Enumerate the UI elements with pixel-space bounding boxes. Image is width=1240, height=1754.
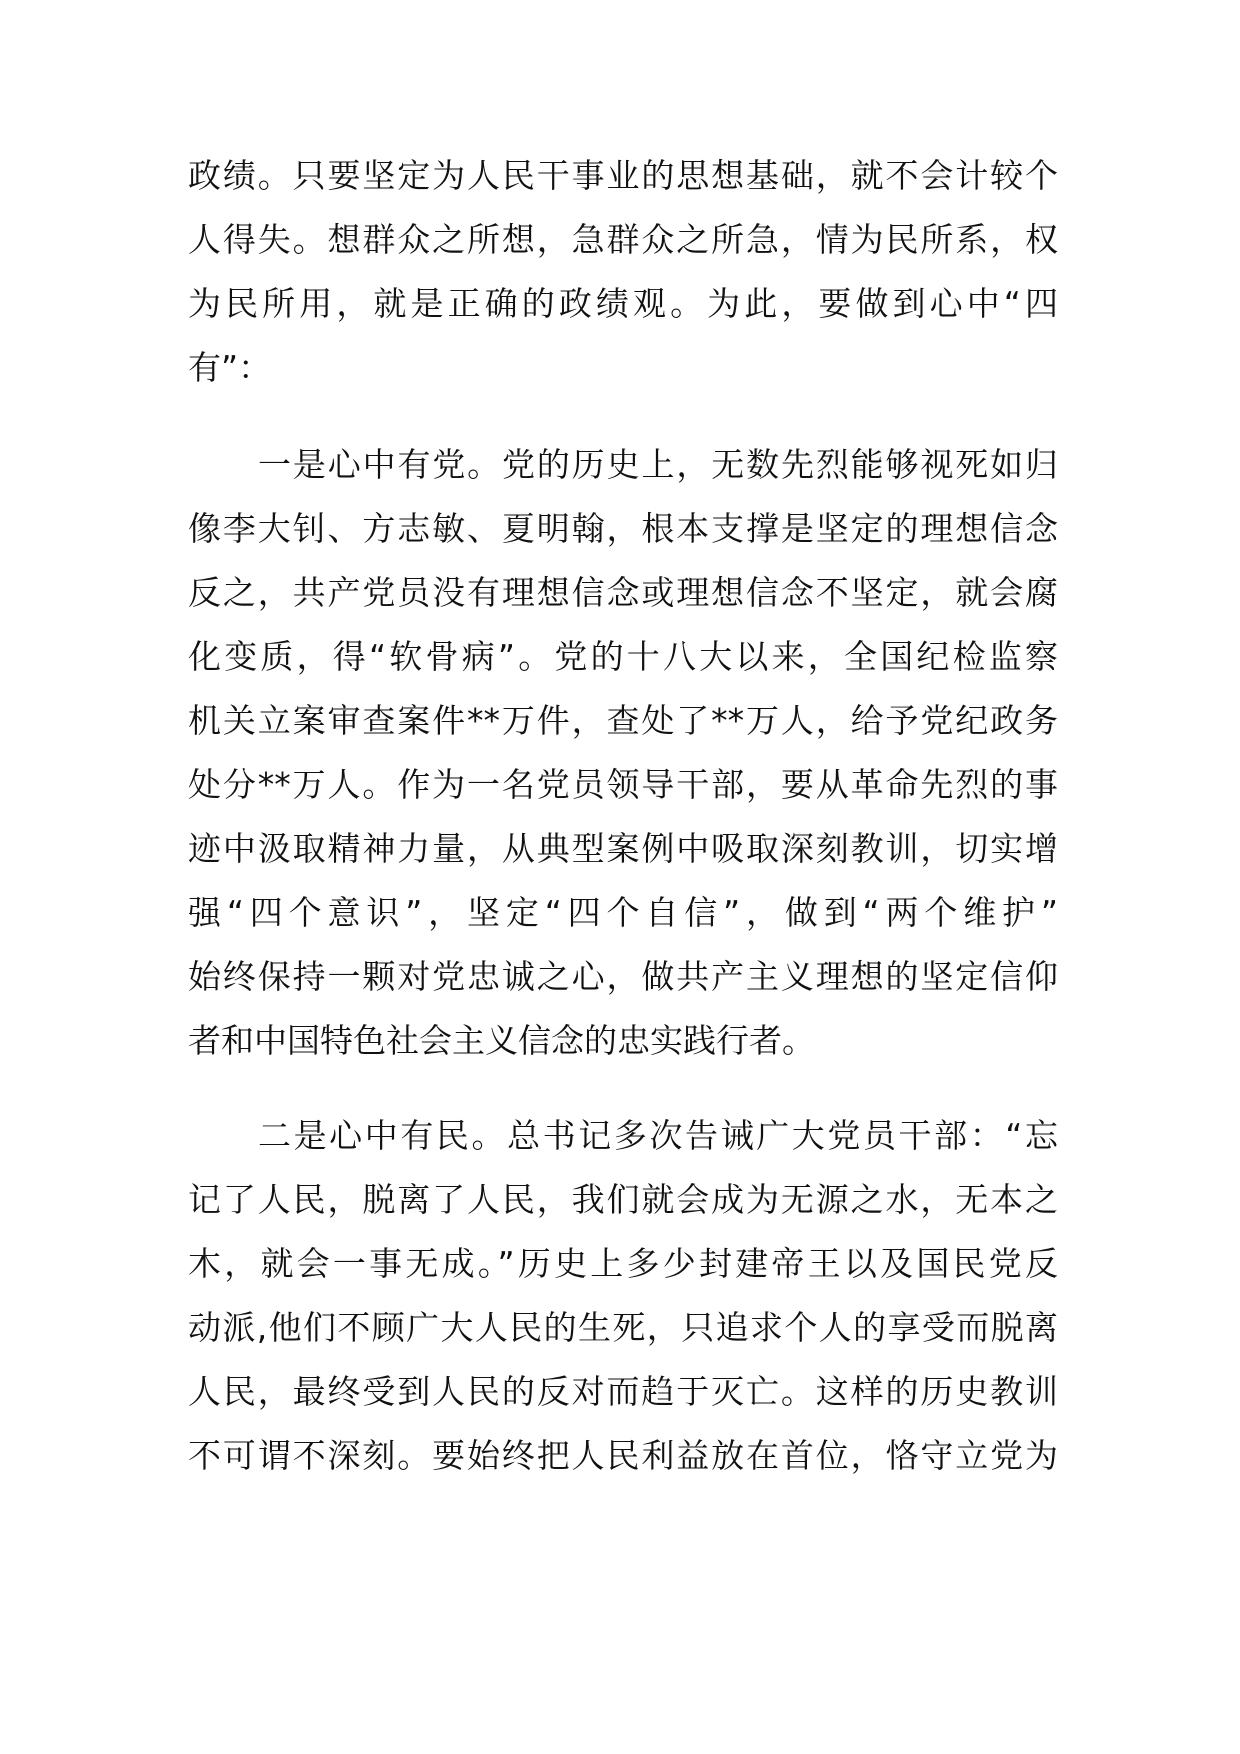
text-line: 迹中汲取精神力量，从典型案例中吸取深刻教训，切实增 bbox=[188, 829, 1058, 868]
text-line: 处分**万人。作为一名党员领导干部，要从革命先烈的事 bbox=[188, 765, 1058, 804]
text-line: 强“四个意识”，坚定“四个自信”，做到“两个维护” bbox=[188, 893, 1058, 932]
text-line: 像李大钊、方志敏、夏明翰，根本支撑是坚定的理想信念 bbox=[188, 509, 1058, 548]
text-line: 反之，共产党员没有理想信念或理想信念不坚定，就会腐 bbox=[188, 573, 1058, 612]
text-line: 有”： bbox=[188, 348, 272, 387]
text-line: 化变质，得“软骨病”。党的十八大以来，全国纪检监察 bbox=[188, 637, 1058, 676]
text-line: 机关立案审查案件**万件，查处了**万人，给予党纪政务 bbox=[188, 701, 1058, 740]
text-line: 人民，最终受到人民的反对而趋于灭亡。这样的历史教训 bbox=[188, 1372, 1058, 1411]
paragraph-1 bbox=[188, 144, 1058, 400]
text-line: 一是心中有党。党的历史上，无数先烈能够视死如归 bbox=[258, 445, 1058, 484]
text-line: 二是心中有民。总书记多次告诫广大党员干部：“忘 bbox=[258, 1116, 1058, 1155]
text-line: 动派,他们不顾广大人民的生死，只追求个人的享受而脱离 bbox=[188, 1308, 1058, 1347]
text-line: 为民所用，就是正确的政绩观。为此，要做到心中“四 bbox=[188, 284, 1058, 323]
text-line: 不可谓不深刻。要始终把人民利益放在首位，恪守立党为 bbox=[188, 1436, 1058, 1475]
text-line: 政绩。只要坚定为人民干事业的思想基础，就不会计较个 bbox=[188, 156, 1058, 195]
text-line: 木，就会一事无成。”历史上多少封建帝王以及国民党反 bbox=[188, 1244, 1058, 1283]
paragraph-3 bbox=[188, 1104, 1058, 1488]
text-line: 记了人民，脱离了人民，我们就会成为无源之水，无本之 bbox=[188, 1180, 1058, 1219]
paragraph-2 bbox=[188, 433, 1058, 1073]
text-line: 始终保持一颗对党忠诚之心，做共产主义理想的坚定信仰 bbox=[188, 957, 1058, 996]
text-line: 者和中国特色社会主义信念的忠实践行者。 bbox=[188, 1021, 815, 1060]
text-line: 人得失。想群众之所想，急群众之所急，情为民所系，权 bbox=[188, 220, 1058, 259]
